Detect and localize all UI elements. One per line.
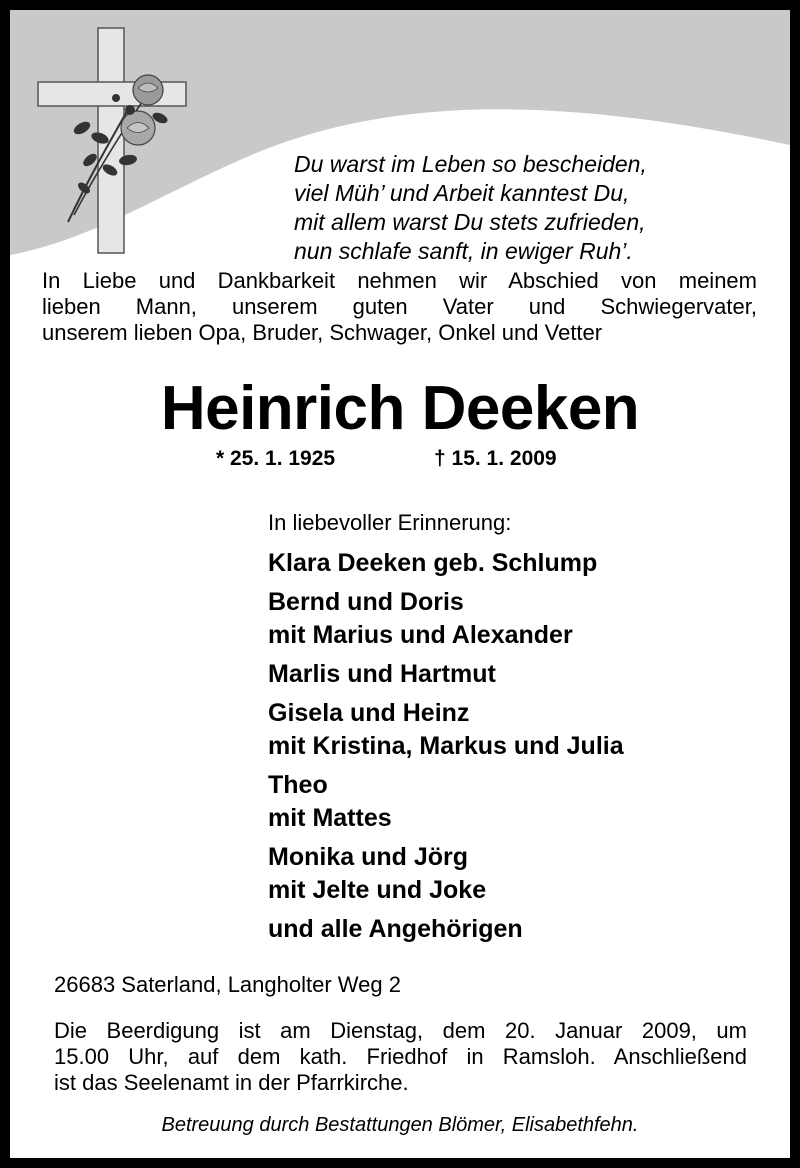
- intro-line: unserem lieben Opa, Bruder, Schwager, Onkel und Vetter: [42, 320, 603, 345]
- poem-line: nun schlafe sanft, in ewiger Ruh’.: [294, 238, 633, 264]
- family-lead: In liebevoller Erinnerung:: [268, 510, 512, 535]
- family-group: [268, 586, 788, 652]
- undertaker-note: Betreuung durch Bestattungen Blömer, Elisabethfehn.: [161, 1114, 639, 1136]
- family-line: Gisela und Heinz: [268, 699, 470, 727]
- family-group: [268, 913, 788, 946]
- poem-line: mit allem warst Du stets zufrieden,: [294, 209, 646, 235]
- family-group: [268, 769, 788, 835]
- funeral-line: ist das Seelenamt in der Pfarrkirche.: [54, 1070, 409, 1095]
- birth-date: * 25. 1. 1925: [216, 447, 336, 470]
- family-line: mit Jelte und Joke: [268, 876, 487, 904]
- family-line: mit Mattes: [268, 804, 392, 832]
- funeral-details: [54, 1018, 747, 1096]
- family-list: [268, 510, 788, 952]
- deceased-name: Heinrich Deeken: [160, 374, 640, 443]
- intro-text: [42, 268, 757, 346]
- funeral-line: 15.00 Uhr, auf dem kath. Friedhof in Ramsloh. Anschließend: [54, 1044, 747, 1069]
- address: 26683 Saterland, Langholter Weg 2: [54, 972, 401, 997]
- family-line: mit Marius und Alexander: [268, 621, 573, 649]
- poem: [294, 150, 734, 266]
- family-line: Bernd und Doris: [268, 588, 464, 616]
- family-group: [268, 547, 788, 580]
- family-line: Monika und Jörg: [268, 843, 468, 871]
- family-line: Theo: [268, 771, 328, 799]
- family-line: mit Kristina, Markus und Julia: [268, 732, 624, 760]
- family-line: und alle Angehörigen: [268, 915, 523, 943]
- family-group: [268, 697, 788, 763]
- family-group: [268, 841, 788, 907]
- intro-line: lieben Mann, unserem guten Vater und Schwiegervater,: [42, 294, 757, 319]
- funeral-line: Die Beerdigung ist am Dienstag, dem 20. Januar 2009, um: [54, 1018, 747, 1043]
- family-line: Klara Deeken geb. Schlump: [268, 549, 598, 577]
- intro-line: In Liebe und Dankbarkeit nehmen wir Abschied von meinem: [42, 268, 757, 293]
- family-line: Marlis und Hartmut: [268, 660, 496, 688]
- poem-line: Du warst im Leben so bescheiden,: [294, 151, 647, 177]
- death-date: † 15. 1. 2009: [434, 447, 557, 470]
- family-group: [268, 658, 788, 691]
- poem-line: viel Müh’ und Arbeit kanntest Du,: [294, 180, 630, 206]
